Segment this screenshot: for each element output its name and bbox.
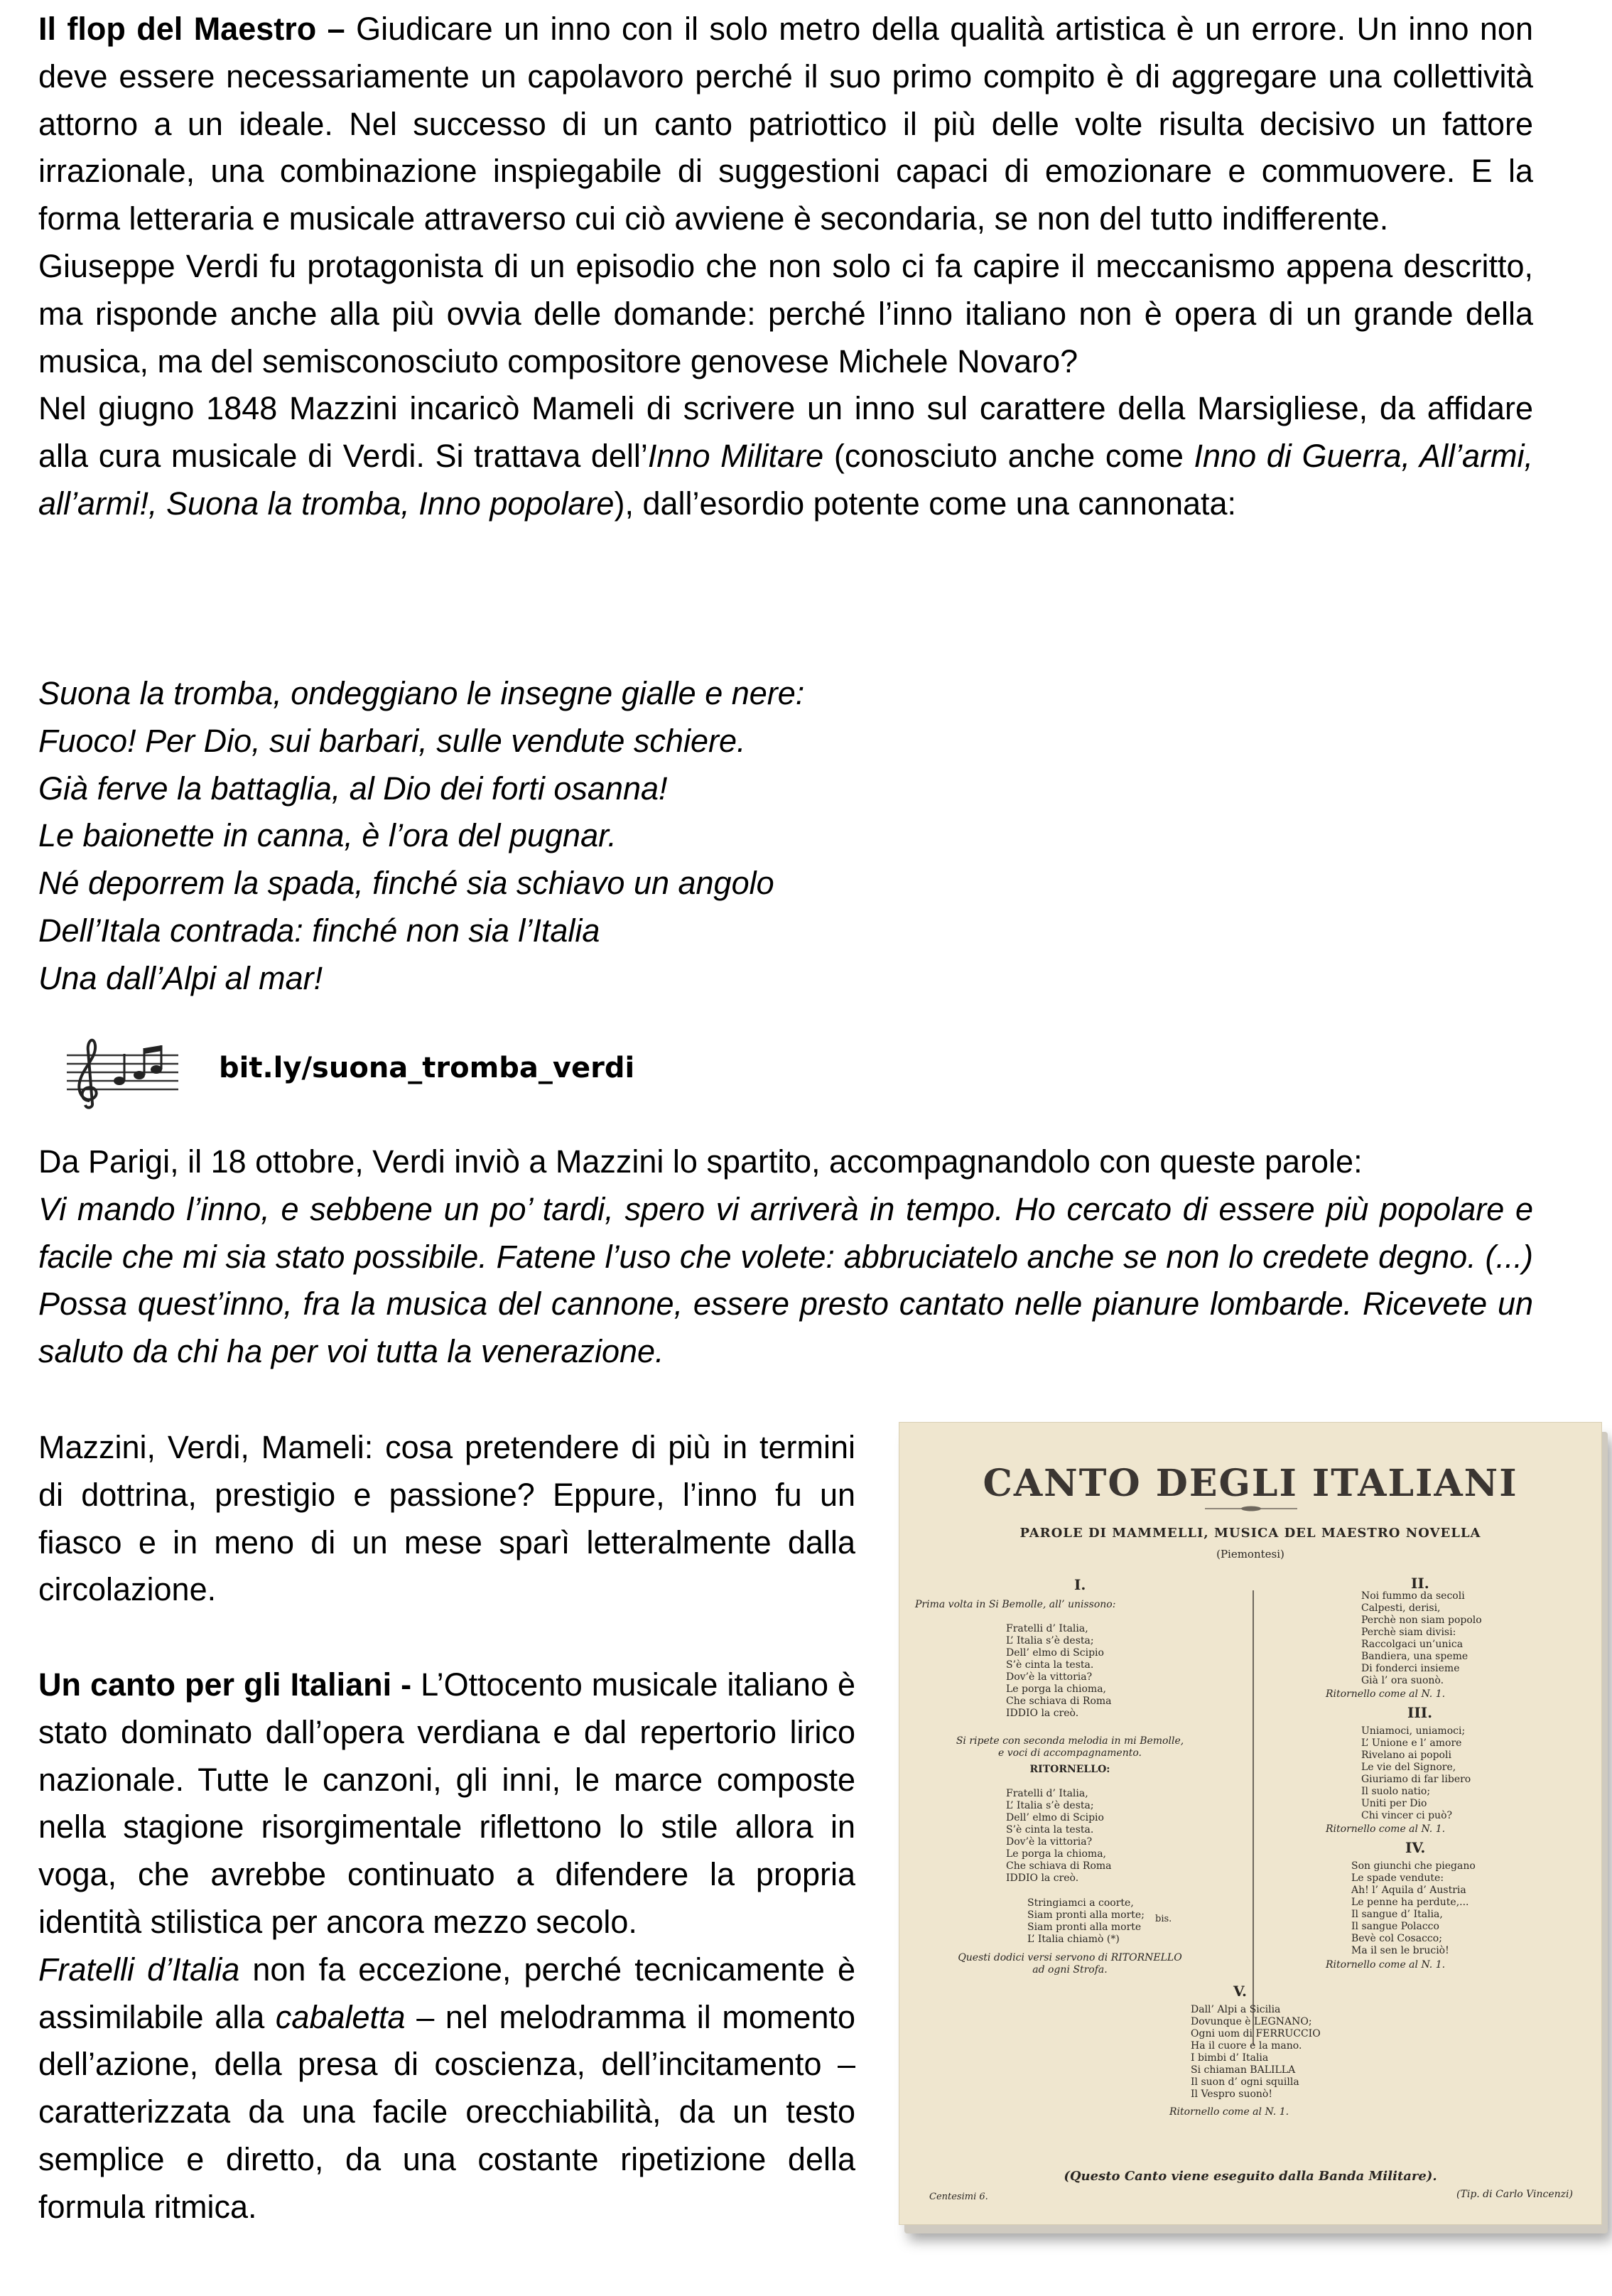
intro-paragraph-3 [38, 385, 1533, 527]
historical-document-image [899, 1422, 1612, 2238]
document-direction: Prima volta in Si Bemolle, all’ unissono: [915, 1599, 1116, 1610]
document-stanza-1: Fratelli d’ Italia, L’ Italia s’è desta; Dell’ elmo di Scipio S’è cinta la testa. Dov’è la vittoria? Le porga la chioma, Che schiava di Roma IDDIO la creò. [1006, 1623, 1112, 1719]
section-heading-flop: Il flop del Maestro – [38, 11, 345, 47]
document-ritornello: Ritornello come al N. 1. [1326, 1688, 1446, 1700]
document-column-divider [1253, 1590, 1254, 2045]
document-paper [899, 1422, 1602, 2225]
intro-section [38, 6, 1533, 528]
canto-paragraph [38, 1661, 855, 1946]
document-stanza-2: Noi fummo da secoli Calpesti, derisi, Perchè non siam popolo Perchè siam divisi: Raccolgaci un’unica Bandiera, una speme Di fonderci insieme Già l’ ora suonò. [1361, 1590, 1482, 1686]
document-bis-mark: bis. [1155, 1914, 1172, 1924]
letter-section [38, 1138, 1533, 1376]
stanza-number: V. [1233, 1983, 1247, 2000]
document-ritornello: Ritornello come al N. 1. [1326, 1823, 1446, 1835]
fiasco-paragraph: Mazzini, Verdi, Mameli: cosa pretendere di più in termini di dottrina, prestigio e passione? Eppure, l’inno fu un fiasco e in meno di un mese sparì letteralmente dalla circolazione. [38, 1429, 855, 1608]
ornament-icon [1205, 1505, 1297, 1512]
p3-title-inno-militare: Inno Militare [647, 438, 824, 475]
music-link-text[interactable]: bit.ly/suona_tromba_verdi [219, 1052, 635, 1084]
document-direction-2: Si ripete con seconda melodia in mi Bemolle, e voci di accompagnamento. [956, 1735, 1184, 1759]
poem-line: Dell’Itala contrada: finché non sia l’Italia [38, 912, 600, 949]
document-stanza-5: Dall’ Alpi a Sicilia Dovunque è LEGNANO; Ogni uom di FERRUCCIO Ha il cuore e la mano. I bimbi d’ Italia Si chiaman BALILLA Il suon d’ ogni squilla Il Vespro suonò! [1191, 2004, 1321, 2100]
fratelli-paragraph [38, 1946, 855, 2231]
document-chorus: Stringiamci a coorte, Siam pronti alla morte; Siam pronti alla morte L’ Italia chiamò (*) [1027, 1897, 1145, 1945]
intro-paragraph-2: Giuseppe Verdi fu protagonista di un episodio che non solo ci fa capire il meccanismo appena descritto, ma risponde anche alla più ovvia delle domande: perché l’inno italiano non è opera di un grande della musica, ma del semisconosciuto compositore genovese Michele Novaro? [38, 247, 1533, 379]
intro-text-1: Giudicare un inno con il solo metro della qualità artistica è un errore. Un inno non deve essere necessariamente un capolavoro perché il suo primo compito è di aggregare una collettività attorno a un ideale. Nel successo di un canto patriottico il più delle volte risulta decisivo un fattore irrazionale, una combinazione inspiegabile di suggestioni capaci di emozionare e commuovere. E la forma letteraria e musicale attraverso cui ciò avviene è secondaria, se non del tutto indifferente. [38, 11, 1533, 237]
music-link-row[interactable] [61, 1033, 700, 1111]
stanza-number: I. [1074, 1576, 1086, 1593]
letter-quote: Vi mando l’inno, e sebbene un po’ tardi, spero vi arriverà in tempo. Ho cercato di essere più popolare e facile che mi sia stato possibile. Fatene l’uso che volete: abbruciatelo anche se non lo credete degno. (...) Possa quest’inno, fra la musica del cannone, essere presto cantato nelle pianure lombarde. Ricevete un saluto da chi ha per voi tutta la venerazione. [38, 1190, 1533, 1370]
poem-block [38, 670, 804, 1003]
music-staff-icon [61, 1033, 182, 1111]
document-place: (Piemontesi) [1216, 1548, 1284, 1561]
stanza-number: IV. [1405, 1839, 1426, 1856]
letter-intro: Da Parigi, il 18 ottobre, Verdi inviò a Mazzini lo spartito, accompagnandolo con queste parole: [38, 1143, 1363, 1180]
document-stanza-3: Uniamoci, uniamoci; L’ Unione e l’ amore Rivelano ai popoli Le vie del Signore, Giuriamo di far libero Il suolo natio; Uniti per Dio Chi vincer ci può? [1361, 1725, 1471, 1821]
fratelli-title: Fratelli d’Italia [38, 1951, 240, 1988]
section-heading-canto: Un canto per gli Italiani - [38, 1666, 412, 1703]
poem-line: Già ferve la battaglia, al Dio dei forti osanna! [38, 770, 668, 807]
fiasco-section [38, 1424, 855, 1614]
p3-text-c: (conosciuto anche come [823, 438, 1194, 475]
document-ritornello: Ritornello come al N. 1. [1326, 1959, 1446, 1971]
p3-text-a: Nel giugno 1848 Mazzini incaricò Mameli di scrivere un inno sul carattere della Marsigliese, da affidare alla cura musicale di Verdi. Si trattava dell’ [38, 390, 1533, 475]
p3-alt-titles: Inno di Guerra, All’armi, all’armi!, Suona la tromba, Inno popolare [38, 438, 1533, 522]
document-closing-note: Questi dodici versi servono di RITORNELLO ad ogni Strofa. [958, 1952, 1182, 1976]
document-printer: (Tip. di Carlo Vincenzi) [1456, 2189, 1573, 2200]
document-title: CANTO DEGLI ITALIANI [983, 1462, 1518, 1505]
poem-line: Suona la tromba, ondeggiano le insegne gialle e nere: [38, 675, 805, 711]
stanza-number: II. [1411, 1575, 1429, 1592]
fratelli-text-2: – nel melodramma il momento dell’azione, della presa di coscienza, dell’incitamento – caratterizzata da una facile orecchiabilità, da un testo semplice e diretto, da una costante ripetizione della formula ritmica. [38, 1998, 855, 2225]
document-price: Centesimi 6. [929, 2192, 988, 2202]
p3-text-e: ), dall’esordio potente come una cannonata: [614, 485, 1237, 522]
document-bottom-note: (Questo Canto viene eseguito dalla Banda Militare). [1064, 2169, 1437, 2184]
canto-text: L’Ottocento musicale italiano è stato dominato dall’opera verdiana e dal repertorio lirico nazionale. Tutte le canzoni, gli inni, le marce composte nella stagione risorgimentale riflettono lo stile allora in voga, che avrebbe continuato a difendere la propria identità stilistica per ancora mezzo secolo. [38, 1666, 856, 1940]
canto-section [38, 1661, 855, 2231]
document-stanza-4: Son giunchi che piegano Le spade vendute: Ah! l’ Aquila d’ Austria Le penne ha perdute,... Il sangue d’ Italia, Il sangue Polacco Bevè col Cosacco; Ma il sen le bruciò! [1351, 1860, 1476, 1956]
poem-line: Le baionette in canna, è l’ora del pugnar. [38, 817, 617, 854]
poem-line: Fuoco! Per Dio, sui barbari, sulle vendute schiere. [38, 722, 746, 759]
poem-line: Una dall’Alpi al mar! [38, 959, 323, 996]
document-ritornello-label: RITORNELLO: [1029, 1764, 1110, 1775]
fratelli-text-1: non fa eccezione, perché tecnicamente è assimilabile alla [38, 1951, 855, 2035]
document-stanza-repeat: Fratelli d’ Italia, L’ Italia s’è desta; Dell’ elmo di Scipio S’è cinta la testa. Dov’è la vittoria? Le porga la chioma, Che schiava di Roma IDDIO la creò. [1006, 1788, 1112, 1884]
intro-paragraph-1 [38, 6, 1533, 243]
document-ritornello: Ritornello come al N. 1. [1169, 2106, 1289, 2118]
poem-line: Né deporrem la spada, finché sia schiavo un angolo [38, 865, 774, 902]
stanza-number: III. [1407, 1704, 1433, 1721]
cabaletta-term: cabaletta [275, 1998, 406, 2035]
document-subtitle: PAROLE DI MAMMELLI, MUSICA DEL MAESTRO NOVELLA [1019, 1526, 1481, 1541]
